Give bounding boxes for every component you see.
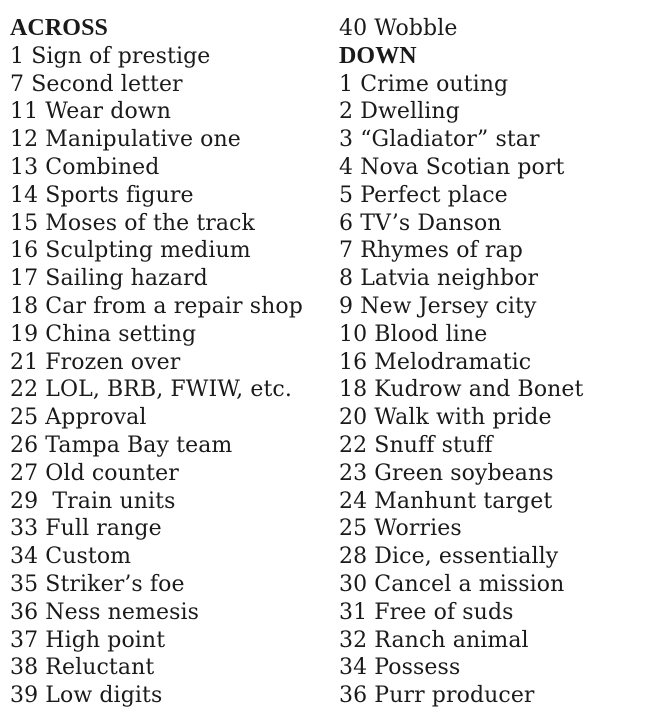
clue-text: Possess [374, 655, 461, 681]
clue-text: Combined [45, 154, 160, 180]
clue-text: Blood line [374, 321, 488, 347]
down-clue-4 [339, 154, 584, 182]
clue-text: Wobble [374, 16, 458, 41]
clue-number: 36 [10, 599, 39, 625]
clue-number: 2 [339, 99, 354, 125]
clue-text: Kudrow and Bonet [374, 377, 584, 403]
clue-number: 34 [339, 655, 368, 681]
clue-number: 37 [10, 627, 39, 653]
clue-text: Sculpting medium [45, 238, 251, 264]
clue-text: Rhymes of rap [360, 238, 523, 264]
clue-text: Old counter [45, 460, 179, 486]
down-clue-list [339, 71, 584, 710]
clue-number: 33 [10, 516, 39, 542]
clue-number: 22 [10, 377, 39, 403]
clue-number: 35 [10, 571, 39, 597]
across-clue-36 [10, 599, 303, 627]
clue-number: 19 [10, 321, 39, 347]
down-clue-1 [339, 71, 584, 99]
clue-text: Dwelling [360, 99, 460, 125]
across-clue-21 [10, 349, 303, 377]
clue-text: Cancel a mission [374, 571, 565, 597]
clue-number: 15 [10, 210, 39, 236]
clue-text: Full range [45, 516, 162, 542]
clue-number: 25 [339, 516, 368, 542]
clue-number: 26 [10, 432, 39, 458]
across-clue-38 [10, 654, 303, 682]
clue-text: Melodramatic [374, 349, 532, 375]
clue-text: Sports figure [45, 182, 194, 208]
clue-text: Train units [45, 488, 176, 514]
clue-number: 10 [339, 321, 368, 347]
clue-text: Snuff stuff [374, 432, 493, 458]
down-clue-20 [339, 404, 584, 432]
across-clue-40 [339, 15, 584, 43]
clue-number: 39 [10, 683, 39, 709]
down-clue-28 [339, 543, 584, 571]
clue-text: New Jersey city [360, 293, 537, 319]
across-clue-1 [10, 43, 303, 71]
clue-text: China setting [45, 321, 197, 347]
clue-number: 31 [339, 599, 368, 625]
across-clue-list [10, 43, 303, 710]
clue-text: Green soybeans [374, 460, 554, 486]
clue-number: 40 [339, 16, 368, 41]
down-heading: DOWN [339, 42, 417, 69]
clue-text: Purr producer [374, 683, 535, 709]
across-clue-22 [10, 376, 303, 404]
clue-number: 14 [10, 182, 39, 208]
across-clue-37 [10, 627, 303, 655]
down-clue-24 [339, 488, 584, 516]
left-column [10, 15, 303, 710]
clue-text: Manhunt target [374, 488, 553, 514]
clue-text: TV’s Danson [360, 210, 502, 236]
clue-text: Manipulative one [45, 127, 241, 153]
clue-text: Frozen over [45, 349, 181, 375]
down-clue-18 [339, 376, 584, 404]
down-clue-16 [339, 349, 584, 377]
clue-text: Perfect place [360, 182, 508, 208]
across-clue-19 [10, 321, 303, 349]
clue-number: 12 [10, 127, 39, 153]
clue-text: Sign of prestige [31, 43, 211, 69]
clue-number: 16 [10, 238, 39, 264]
clue-number: 1 [339, 71, 354, 97]
clue-number: 23 [339, 460, 368, 486]
across-clue-16 [10, 237, 303, 265]
across-clue-35 [10, 571, 303, 599]
clue-number: 36 [339, 683, 368, 709]
clue-number: 16 [339, 349, 368, 375]
clue-number: 5 [339, 182, 354, 208]
clue-text: Striker’s foe [45, 571, 185, 597]
down-clue-23 [339, 460, 584, 488]
clue-number: 30 [339, 571, 368, 597]
clue-text: Dice, essentially [374, 544, 559, 570]
clue-number: 11 [10, 99, 39, 125]
clue-number: 18 [10, 293, 39, 319]
clue-text: High point [45, 627, 166, 653]
down-clue-2 [339, 98, 584, 126]
clue-text: Approval [45, 405, 147, 431]
clue-number: 6 [339, 210, 354, 236]
down-clue-10 [339, 321, 584, 349]
clue-number: 9 [339, 293, 354, 319]
across-clue-18 [10, 293, 303, 321]
clue-number: 13 [10, 154, 39, 180]
clue-number: 32 [339, 627, 368, 653]
clue-number: 21 [10, 349, 39, 375]
clue-text: Reluctant [45, 655, 155, 681]
right-column [339, 15, 584, 710]
down-clue-32 [339, 627, 584, 655]
clue-number: 7 [339, 238, 354, 264]
across-clue-13 [10, 154, 303, 182]
clue-text: Wear down [45, 99, 171, 125]
across-clue-list-continued [339, 15, 584, 43]
down-clue-3 [339, 126, 584, 154]
clue-text: Latvia neighbor [360, 266, 539, 292]
clue-number: 24 [339, 488, 368, 514]
clue-number: 22 [339, 432, 368, 458]
clue-text: Ranch animal [374, 627, 529, 653]
down-clue-25 [339, 515, 584, 543]
down-clue-36 [339, 682, 584, 710]
clue-text: Worries [374, 516, 462, 542]
across-clue-7 [10, 71, 303, 99]
clue-number: 18 [339, 377, 368, 403]
clue-text: Free of suds [374, 599, 514, 625]
clue-text: Low digits [45, 683, 163, 709]
across-clue-12 [10, 126, 303, 154]
across-clue-17 [10, 265, 303, 293]
clue-number: 28 [339, 544, 368, 570]
across-clue-25 [10, 404, 303, 432]
clue-text: Second letter [31, 71, 183, 97]
clue-text: Custom [45, 544, 132, 570]
clue-number: 29 [10, 488, 39, 514]
across-clue-26 [10, 432, 303, 460]
across-clue-33 [10, 515, 303, 543]
across-clue-29 [10, 488, 303, 516]
clue-text: Crime outing [360, 71, 509, 97]
clue-number: 17 [10, 266, 39, 292]
clue-number: 38 [10, 655, 39, 681]
clue-text: Ness nemesis [45, 599, 200, 625]
clue-number: 34 [10, 544, 39, 570]
clue-number: 4 [339, 154, 354, 180]
across-clue-34 [10, 543, 303, 571]
clue-text: Sailing hazard [45, 266, 208, 292]
clue-number: 25 [10, 405, 39, 431]
clue-text: Tampa Bay team [45, 432, 233, 458]
down-clue-8 [339, 265, 584, 293]
across-clue-11 [10, 98, 303, 126]
clue-text: Moses of the track [45, 210, 255, 236]
clue-text: “Gladiator” star [360, 127, 540, 153]
clue-number: 20 [339, 405, 368, 431]
clue-number: 27 [10, 460, 39, 486]
down-clue-9 [339, 293, 584, 321]
across-heading: ACROSS [10, 15, 108, 41]
across-clue-27 [10, 460, 303, 488]
clue-number: 3 [339, 127, 354, 153]
across-clue-15 [10, 210, 303, 238]
down-clue-6 [339, 210, 584, 238]
clue-text: Walk with pride [374, 405, 552, 431]
clue-number: 8 [339, 266, 354, 292]
clue-text: LOL, BRB, FWIW, etc. [45, 377, 292, 403]
down-clue-22 [339, 432, 584, 460]
clue-number: 7 [10, 71, 25, 97]
across-clue-39 [10, 682, 303, 710]
clue-text: Car from a repair shop [45, 293, 303, 319]
down-clue-5 [339, 182, 584, 210]
down-clue-7 [339, 237, 584, 265]
clue-text: Nova Scotian port [360, 154, 565, 180]
down-clue-34 [339, 654, 584, 682]
clue-number: 1 [10, 43, 25, 69]
down-clue-31 [339, 599, 584, 627]
across-clue-14 [10, 182, 303, 210]
down-clue-30 [339, 571, 584, 599]
